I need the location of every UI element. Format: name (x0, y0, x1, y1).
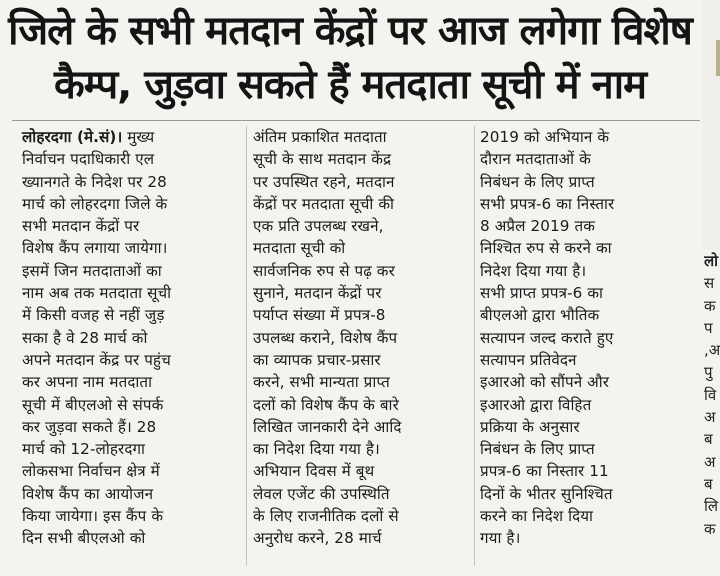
article-line: इआरओ को सौंपने और (480, 373, 610, 392)
article-line: 8 अप्रैल 2019 तक (480, 217, 595, 236)
article-line: 2019 को अभियान के (480, 128, 610, 146)
headline (0, 0, 700, 112)
article-line: का व्यापक प्रचार-प्रसार (253, 350, 381, 369)
article-line: पर्याप्त संख्या में प्रपत्र-8 (253, 306, 386, 325)
fragment-line: वि (704, 385, 717, 404)
article-line: किया जायेगा। इस कैंप के (22, 507, 164, 526)
article-line: पर उपस्थित रहने, मतदान (253, 172, 395, 191)
article-line: इसमें जिन मतदाताओं का (22, 261, 162, 280)
article-line: दिन सभी बीएलओ को (22, 529, 146, 548)
fragment-line: ब (704, 474, 713, 493)
headline-line-2: कैम्प, जुड़वा सकते हैं मतदाता सूची में नाम (53, 62, 647, 108)
article-line: प्रक्रिया के अनुसार (480, 417, 580, 436)
article-line: मार्च को 12-लोहरदगा (22, 440, 146, 459)
article-line: बीएलओ द्वारा भौतिक (480, 306, 600, 325)
article-line: निर्वाचन पदाधिकारी एल (22, 150, 155, 169)
article-line: सुनाने, मतदान केंद्रों पर (253, 284, 382, 303)
article-line: निबंधन के लिए प्राप्त (480, 172, 595, 191)
fragment-line: ,अ (704, 341, 720, 360)
column-divider (474, 126, 475, 566)
article-column-3 (480, 126, 702, 550)
headline-rule (12, 120, 700, 121)
article-line: ख्यानगते के निदेश पर 28 (22, 172, 167, 191)
article-line: इआरओ द्वारा विहित (480, 395, 592, 414)
article-line: कर अपना नाम मतदाता (22, 373, 153, 392)
page-edge (703, 0, 720, 250)
article-line: निश्चित रुप से करने का (480, 239, 612, 258)
article-line: केंद्रों पर मतदाता सूची की (253, 194, 395, 213)
adjacent-article-fragment (704, 250, 720, 576)
edge-mark (716, 40, 720, 76)
article-line: अनुरोध करने, 28 मार्च (253, 529, 382, 548)
headline-line-1: जिले के सभी मतदान केंद्रों पर आज लगेगा विशेष (8, 8, 692, 54)
article-line: लेवल एजेंट की उपस्थिति (253, 484, 390, 503)
article-line: अपने मतदान केंद्र पर पहुंच (22, 350, 171, 369)
article-line: सभी प्राप्त प्रपत्र-6 का (480, 284, 604, 303)
column-divider (246, 126, 247, 566)
article-line: अंतिम प्रकाशित मतदाता (253, 128, 387, 146)
article-line: सत्यापन प्रतिवेदन (480, 350, 577, 369)
article-line: अभियान दिवस में बूथ (253, 462, 375, 481)
article-column-2 (253, 126, 475, 550)
article-line: उपलब्ध कराने, विशेष कैंप (253, 328, 398, 347)
article-line: के लिए राजनीतिक दलों से (253, 507, 399, 526)
fragment-line: प (704, 318, 713, 337)
article-line: प्रपत्र-6 का निस्तार 11 (480, 462, 609, 481)
article-line: लोकसभा निर्वाचन क्षेत्र में (22, 462, 160, 481)
article-line: निदेश दिया गया है। (480, 261, 587, 280)
article-line: सूची के साथ मतदान केंद्र (253, 150, 392, 169)
fragment-line: स (704, 274, 715, 293)
dateline: लोहरदगा (मे.सं)। (22, 128, 123, 146)
article-line: दौरान मतदाताओं के (480, 150, 591, 169)
article-line: में किसी वजह से नहीं जुड़ (22, 306, 165, 325)
article-line: करने का निदेश दिया (480, 507, 594, 526)
article-line (22, 126, 244, 148)
article-line: गया है। (480, 529, 521, 548)
fragment-line: अ (704, 408, 716, 427)
article-line: कर जुड़वा सकते हैं। 28 (22, 417, 157, 436)
article-line: लिखित जानकारी देने आदि (253, 417, 402, 436)
article-line: दिनों के भीतर सुनिश्चित (480, 484, 613, 503)
article-line: सभी मतदान केंद्रों पर (22, 217, 140, 236)
article-column-1 (22, 126, 244, 550)
fragment-line: ब (704, 430, 713, 449)
article-line: दलों को विशेष कैंप के बारे (253, 395, 399, 414)
article-line: निबंधन के लिए प्राप्त (480, 440, 595, 459)
article-line: का निदेश दिया गया है। (253, 440, 380, 459)
article-text: मुख्य (127, 128, 155, 146)
article-line: सत्यापन जल्द कराते हुए (480, 328, 614, 347)
article-line: एक प्रति उपलब्ध रखने, (253, 217, 384, 236)
fragment-line: लि (704, 497, 719, 516)
article-line: सूची में बीएलओ से संपर्क (22, 395, 164, 414)
article-line: मार्च को लोहरदगा जिले के (22, 194, 168, 213)
article-line: सका है वे 28 मार्च को (22, 328, 148, 347)
fragment-line: लो (704, 252, 719, 270)
article-line: विशेष कैंप लगाया जायेगा। (22, 239, 168, 258)
article-line: नाम अब तक मतदाता सूची (22, 284, 172, 303)
article-line: सभी प्रपत्र-6 का निस्तार (480, 194, 615, 213)
article-line: मतदाता सूची को (253, 239, 346, 258)
article-line: विशेष कैंप का आयोजन (22, 484, 154, 503)
fragment-line: पु (704, 363, 713, 382)
fragment-line: क (704, 296, 716, 315)
fragment-line: क (704, 519, 716, 538)
article-line: करने, सभी मान्यता प्राप्त (253, 373, 390, 392)
article-line: सार्वजनिक रुप से पढ़ कर (253, 261, 395, 280)
fragment-line: अ (704, 452, 716, 471)
